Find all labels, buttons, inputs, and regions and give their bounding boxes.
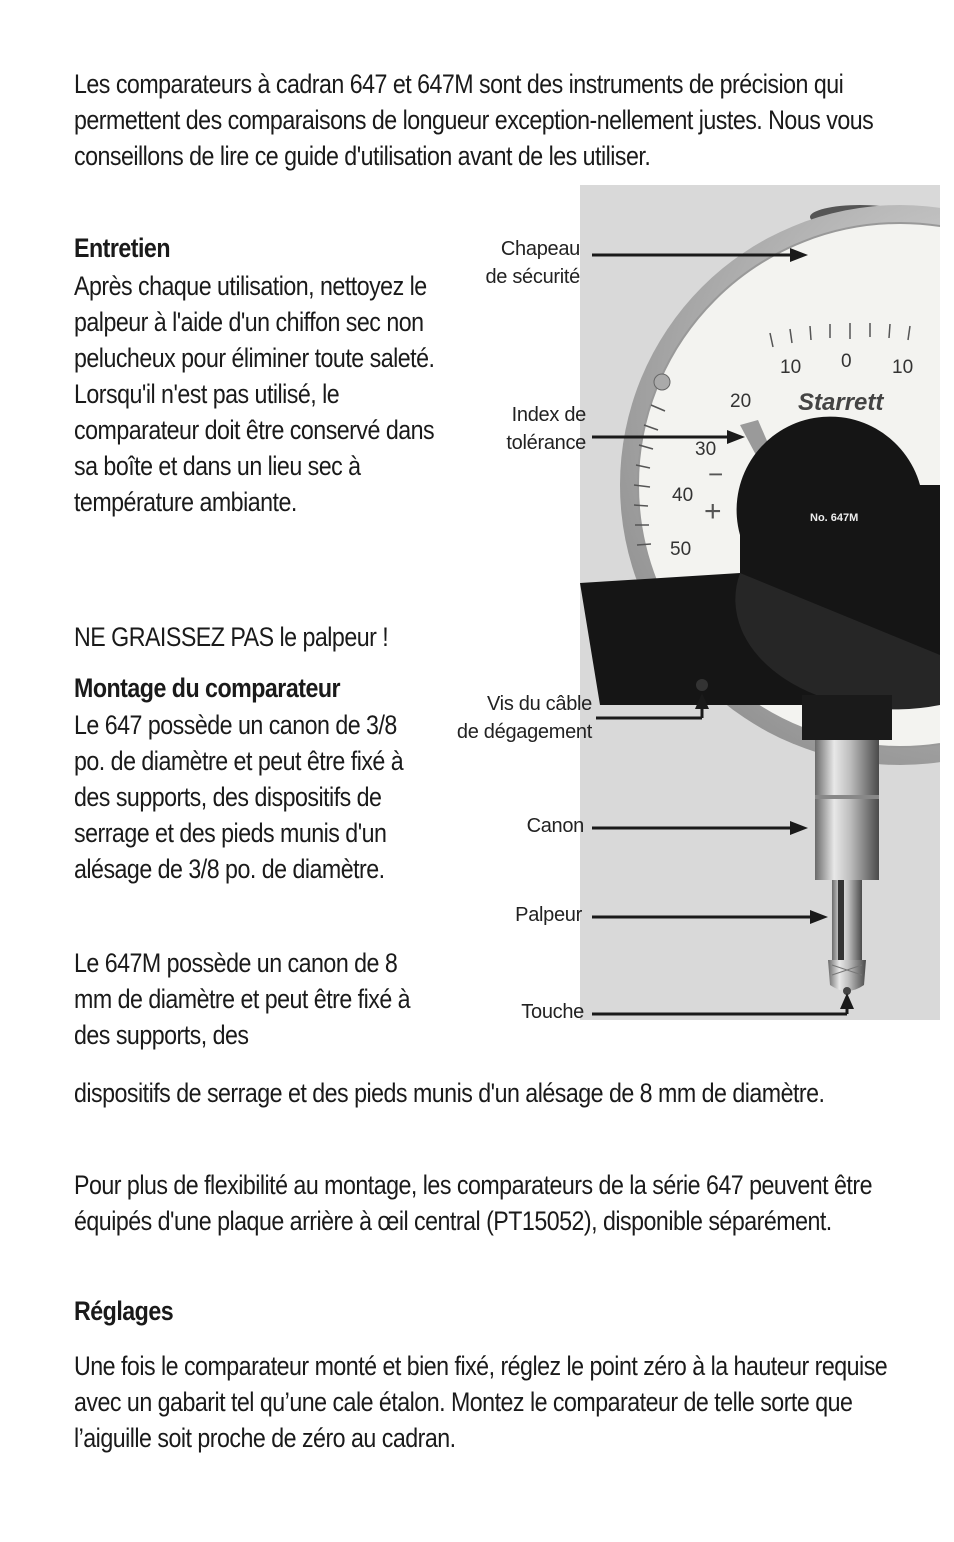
entretien-body: Après chaque utilisation, nettoyez le palpeur à l'aide d'un chiffon sec non pelucheux pour éliminer toute saleté. Lorsqu'il n'est pas utilisé, le comparateur doit être conservé dans sa boîte et dans un lieu sec à température ambiante. (74, 271, 435, 517)
scale-label-10-right: 10 (892, 357, 914, 378)
scale-label-30: 30 (695, 439, 717, 460)
label-tolerance-index: Index de tolérance (506, 404, 586, 454)
scale-label-0: 0 (841, 351, 852, 372)
montage-paragraph-backplate: Pour plus de flexibilité au montage, les comparateurs de la série 647 peuvent être équipés d'une plaque arrière à œil central (PT15052), disponible séparément. (74, 1170, 872, 1236)
entretien-heading: Entretien (74, 233, 170, 263)
dial-indicator-figure (440, 185, 940, 1035)
scale-label-40: 40 (672, 485, 694, 506)
scale-label-50: 50 (670, 539, 692, 560)
plus-sign: + (704, 495, 722, 528)
label-palpeur: Palpeur (515, 904, 582, 926)
reglages-body: Une fois le comparateur monté et bien fixé, réglez le point zéro à la hauteur requise avec un gabarit tel qu’une cale étalon. Montez le comparateur de telle sorte que l’aiguille soit proche de zéro au cadran. (74, 1351, 888, 1453)
label-touche: Touche (521, 1001, 584, 1023)
intro-paragraph: Les comparateurs à cadran 647 et 647M sont des instruments de précision qui permettent des comparaisons de longueur exception-nellement justes. Nous vous conseillons de lire ce guide d'utilisation avant de les utiliser. (74, 69, 874, 171)
label-cable-screw: Vis du câble de dégagement (456, 693, 592, 743)
grease-warning: NE GRAISSEZ PAS le palpeur ! (74, 622, 389, 652)
model-plate: No. 647M (810, 512, 859, 524)
reglages-heading: Réglages (74, 1296, 174, 1326)
label-canon: Canon (526, 815, 584, 837)
montage-paragraph-647m-end: dispositifs de serrage et des pieds munis d'un alésage de 8 mm de diamètre. (74, 1078, 825, 1108)
montage-paragraph-647: Le 647 possède un canon de 3/8 po. de diamètre et peut être fixé à des supports, des dispositifs de serrage et des pieds munis d'un alésage de 3/8 po. de diamètre. (74, 710, 404, 884)
minus-sign: − (708, 459, 724, 489)
montage-paragraph-647m-start: Le 647M possède un canon de 8 mm de diamètre et peut être fixé à des supports, des (74, 948, 411, 1050)
label-safety-cap: Chapeau de sécurité (485, 238, 580, 288)
scale-label-20: 20 (730, 391, 752, 412)
brand-logo: Starrett (798, 389, 884, 416)
scale-label-10-left: 10 (780, 357, 802, 378)
montage-heading: Montage du comparateur (74, 673, 341, 703)
cable-screw (696, 679, 708, 691)
